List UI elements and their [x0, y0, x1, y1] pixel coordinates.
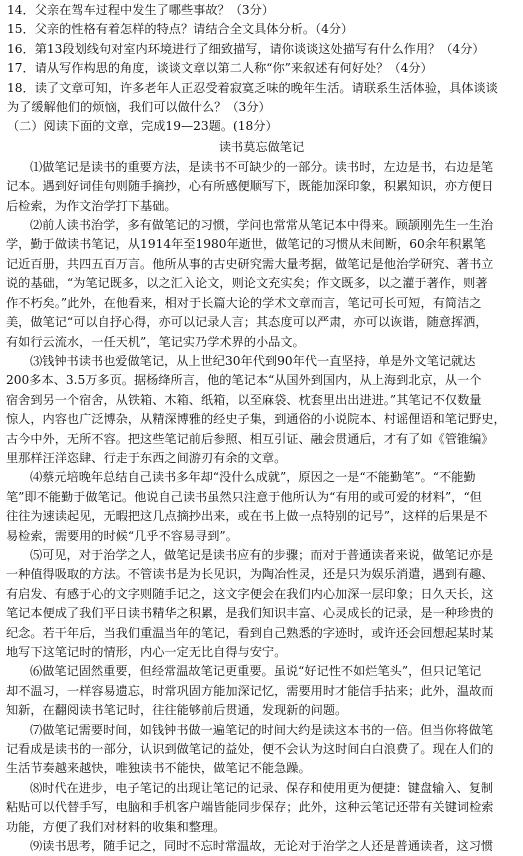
- paragraph-line: 宿舍到另一个宿舍，从铁箱、木箱、纸箱，以至麻袋、枕套里出出进进。”其笔记不仅数量: [6, 392, 482, 407]
- article-paragraph: [6, 216, 517, 352]
- article-paragraph: [6, 158, 517, 216]
- article-paragraph: [6, 468, 517, 546]
- paragraph-line: ⑶钱钟书读书也爱做笔记，从上世纪30年代到90年代一直坚持，单是外文笔记就达: [30, 353, 476, 368]
- paragraph-line: 功能，方便了我们对材料的收集和整理。: [6, 819, 226, 834]
- question-line: 17．请从写作构思的角度，谈谈文章以第二人称“你”来叙述有何好处？（4分）: [7, 61, 433, 76]
- article-paragraph: [6, 662, 517, 720]
- article-paragraph: [6, 546, 517, 662]
- paragraph-line: 记近百册，共四五百万言。他所从事的古史研究需大量考据，做笔记是他治学研究、著书立: [6, 256, 494, 271]
- paragraph-line: 美，做笔记“可以自抒心得，亦可以记录人言；其态度可以严肃，亦可以诙谐，随意挥洒，: [6, 315, 488, 330]
- paragraph-line: 记本。遇到好词佳句则随手摘抄，心有所感便顺写下，既能加深印象，积累知识，亦方便日: [6, 179, 494, 194]
- paragraph-line: 记看成是读书的一部分，认识到做笔记的益处，便不会认为这时间白白浪费了。现在人们的: [6, 742, 494, 757]
- paragraph-line: 里那样汪洋恣肆、行走于东西之间游刃有余的文章。: [6, 450, 287, 465]
- question-line: 18．读了文章可知，许多老年人正忍受着寂寞乏味的晚年生活。请联系生活体验，具体谈谈: [7, 80, 498, 95]
- paragraph-line: 有如行云流水，一任天机”，笔记实乃学术界的小品文。: [6, 334, 305, 349]
- question-line: 15．父亲的性格有着怎样的特点？请结合全文具体分析。（4分）: [7, 22, 354, 37]
- paragraph-line: 却不温习，一样容易遗忘，时常巩固方能加深记忆，需要用时才能信手拈来；此外，温故而: [6, 683, 494, 698]
- section-heading: （二）阅读下面的文章，完成19—23题。(18分）: [7, 119, 278, 134]
- question-line: 为了缓解他们的烦恼，我们可以做什么？（3分）: [7, 100, 271, 115]
- paragraph-line: 学，勤于做读书笔记，从1914年至1980年逝世，做笔记的习惯从未间断，60余年积累笔: [6, 237, 486, 252]
- article-paragraph: [6, 779, 517, 837]
- paragraph-line: 一种值得吸取的方法。不管读书是为长见识，为陶冶性灵，还是只为娱乐消遣，遇到有趣、: [6, 567, 494, 582]
- question-line: 14．父亲在驾车过程中发生了哪些事故？（3分）: [7, 3, 275, 17]
- article-paragraph: [6, 837, 517, 856]
- paragraph-line: 后检索，为作文治学打下基础。: [6, 198, 177, 213]
- paragraph-line: 作不朽矣。”此外，在他看来，相对于长篇大论的学术文章而言，笔记可长可短，有简洁之: [6, 295, 482, 310]
- paragraph-line: ⑸可见，对于治学之人，做笔记是读书应有的步骤；而对于普通读者来说，做笔记亦是: [30, 547, 494, 562]
- paragraph-line: 惊人，内容也广泛博杂，从精深博雅的经史子集，到通俗的小说院本、村谣俚语和笔记野史，: [6, 412, 506, 427]
- paragraph-line: 纪念。若干年后，当我们重温当年的笔记，看到自己熟悉的字迹时，或许还会回想起某时某: [6, 625, 494, 640]
- paragraph-line: ⑼读书思考，随手记之，同时不忘时常温故，无论对于治学之人还是普通读者，这习惯: [30, 839, 494, 854]
- article-paragraph: [6, 352, 517, 468]
- paragraph-line: 粘贴可以代替手写，电脑和手机客户端皆能同步保存；此外，这种云笔记还带有关键词检索: [6, 800, 494, 815]
- article-paragraph: [6, 721, 517, 779]
- paragraph-line: 有启发、有感于心的文字则随手记之，这文字便会在我们内心加深一层印象；日久天长，这: [6, 586, 494, 601]
- paragraph-line: 知新，在翻阅读书笔记时，往往能够前后贯通，发现新的问题。: [6, 703, 348, 718]
- paragraph-line: ⑺做笔记需要时间，如钱钟书做一遍笔记的时间大约是读这本书的一倍。但当你将做笔: [30, 722, 494, 737]
- paragraph-line: 笔记本便成了我们平日读书精华之积累，是我们知识丰富、心灵成长的记录，是一种珍贵的: [6, 606, 494, 621]
- paragraph-line: ⑹做笔记固然重要，但经常温故笔记更重要。虽说“好记性不如烂笔头”，但只记笔记: [30, 664, 482, 679]
- question-line: 16．第13段划线句对室内环境进行了细致描写，请你谈谈这处描写有什么作用？（4分）: [7, 41, 485, 56]
- paragraph-line: 说的基础，“为笔记既多，以之汇入论文，则论文充实矣；作文既多，以之灌于著作，则著: [6, 276, 488, 291]
- paragraph-line: 往往为速读起见，无暇把这几点摘抄出来，或在书上做一点特别的记号”，这样的后果是不: [6, 509, 488, 524]
- paragraph-line: 200多本、3.5万多页。据杨绛所言，他的笔记本“从国外到国内，从上海到北京，从一个: [6, 373, 482, 388]
- article-body: [6, 158, 517, 856]
- paragraph-line: 笔”即不能勤于做笔记。他说自己读书虽然只注意于他所认为“有用的或可爱的材料”，“但: [6, 489, 482, 504]
- paragraph-line: 易检索，需要用的时候“几乎不容易寻到”。: [6, 528, 238, 543]
- paragraph-line: ⑻时代在进步，电子笔记的出现让笔记的记录、保存和使用更为便捷：键盘输入、复制: [30, 780, 494, 795]
- paragraph-line: ⑵前人读书治学，多有做笔记的习惯，学问也常常从笔记本中得来。顾颉刚先生一生治: [30, 218, 494, 233]
- paragraph-line: ⑴做笔记是读书的重要方法，是读书不可缺少的一部分。读书时，左边是书，右边是笔: [30, 159, 494, 174]
- paragraph-line: 地写下这笔记时的情形，内心一定无比自得与安宁。: [6, 645, 287, 659]
- question-list: [6, 1, 517, 117]
- paragraph-line: ⑷蔡元培晚年总结自己读书多年却“没什么成就”，原因之一是“不能勤笔”。“不能勤: [30, 470, 476, 485]
- article-title: 读书莫忘做笔记: [218, 139, 305, 154]
- paragraph-line: 生活节奏越来越快，唯独读书不能快，做笔记不能急躁。: [6, 761, 311, 776]
- paragraph-line: 古今中外，无所不容。把这些笔记前后参照、相互引证、融会贯通后，才有了如《管锥编》: [6, 431, 494, 446]
